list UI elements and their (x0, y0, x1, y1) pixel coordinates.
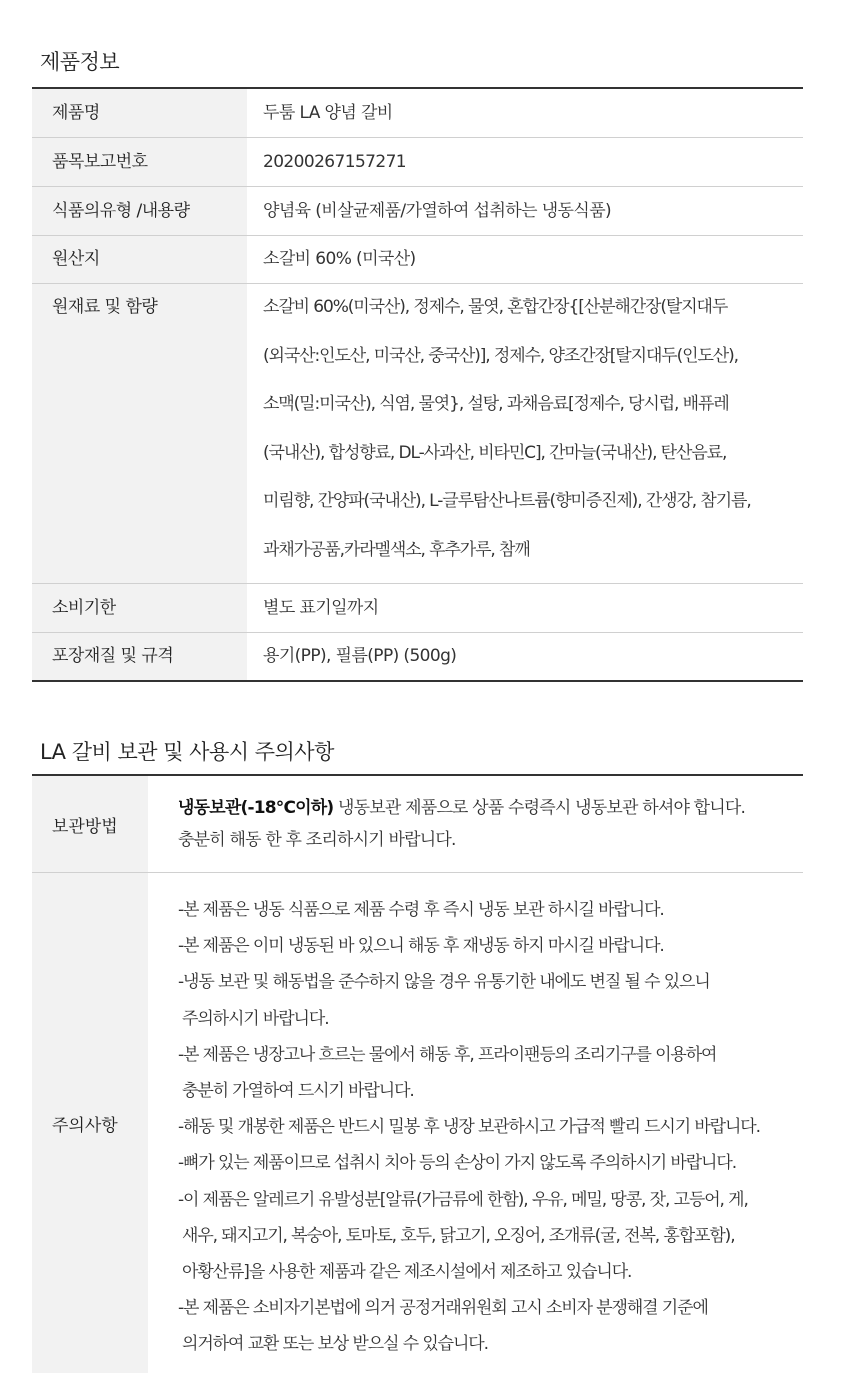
caution-line: -해동 및 개봉한 제품은 반드시 밀봉 후 냉장 보관하시고 가급적 빨리 드시기 바랍니다. (178, 1117, 760, 1138)
table-row (32, 236, 803, 284)
caution-line: 의거하여 교환 또는 보상 받으실 수 있습니다. (182, 1334, 488, 1355)
row-label: 소비기한 (32, 584, 247, 632)
storage-text: 냉동보관 제품으로 상품 수령즉시 냉동보관 하셔야 합니다. (333, 798, 746, 818)
caution-line: -이 제품은 알레르기 유발성분[알류(가금류에 한함), 우유, 메밀, 땅콩, 잣, 고등어, 게, (178, 1189, 748, 1210)
caution-line: -본 제품은 냉동 식품으로 제품 수령 후 즉시 냉동 보관 하시길 바랍니다. (178, 900, 664, 920)
storage-label: 보관방법 (32, 776, 148, 872)
caution-line: 아황산류]을 사용한 제품과 같은 제조시설에서 제조하고 있습니다. (182, 1261, 632, 1282)
table-row (32, 873, 803, 1373)
row-label: 식품의유형 /내용량 (32, 187, 247, 235)
caution-line: 충분히 가열하여 드시기 바랍니다. (182, 1080, 414, 1101)
caution-line: -본 제품은 냉장고나 흐르는 물에서 해동 후, 프라이팬등의 조리기구를 이용하여 (178, 1044, 717, 1065)
row-value: 용기(PP), 필름(PP) (500g) (263, 646, 457, 666)
row-value: 20200267157271 (263, 152, 407, 172)
ingredient-line: 미림향, 간양파(국내산), L-글루탐산나트륨(향미증진제), 간생강, 참기름, (263, 491, 751, 511)
ingredient-line: (국내산), 합성향료, DL-사과산, 비타민C], 간마늘(국내산), 탄산음료, (263, 442, 727, 463)
row-value: 양념육 (비살균제품/가열하여 섭취하는 냉동식품) (263, 201, 612, 221)
table-row (32, 776, 803, 873)
table-row (32, 284, 803, 584)
row-label: 원재료 및 함량 (32, 284, 247, 583)
care-title: LA 갈비 보관 및 사용시 주의사항 (40, 740, 334, 764)
storage-bold-text: 냉동보관(-18°C이하) (178, 798, 334, 818)
table-row (32, 584, 803, 633)
table-row (32, 187, 803, 236)
care-table (32, 774, 803, 1373)
row-value: 별도 표기일까지 (263, 598, 379, 618)
caution-line: -뼈가 있는 제품이므로 섭취시 치아 등의 손상이 가지 않도록 주의하시기 바랍니다. (178, 1153, 737, 1174)
row-label: 포장재질 및 규격 (32, 633, 247, 680)
row-label: 원산지 (32, 236, 247, 283)
ingredients-value (247, 284, 803, 583)
ingredient-line: 과채가공품,카라멜색소, 후추가루, 참깨 (263, 539, 530, 560)
ingredient-line: 소맥(밀:미국산), 식염, 물엿}, 설탕, 과채음료[정제수, 당시럽, 배퓨레 (263, 394, 729, 414)
caution-line: 주의하시기 바랍니다. (182, 1008, 329, 1029)
row-label: 품목보고번호 (32, 138, 247, 186)
caution-line: -본 제품은 이미 냉동된 바 있으니 해동 후 재냉동 하지 마시길 바랍니다. (178, 936, 664, 957)
storage-value (148, 776, 803, 872)
storage-line: 충분히 해동 한 후 조리하시기 바랍니다. (178, 830, 456, 850)
ingredient-line: 소갈비 60%(미국산), 정제수, 물엿, 혼합간장{[산분해간장(탈지대두 (263, 297, 728, 317)
caution-list (148, 873, 803, 1373)
table-row (32, 89, 803, 138)
table-row (32, 633, 803, 682)
row-value: 두툼 LA 양념 갈비 (263, 103, 393, 123)
row-label: 제품명 (32, 89, 247, 137)
caution-line: -냉동 보관 및 해동법을 준수하지 않을 경우 유통기한 내에도 변질 될 수 있으니 (178, 972, 710, 993)
caution-label: 주의사항 (32, 873, 148, 1373)
storage-line (178, 792, 803, 824)
table-row (32, 138, 803, 187)
caution-line: 새우, 돼지고기, 복숭아, 토마토, 호두, 닭고기, 오징어, 조개류(굴, 전복, 홍합포함), (182, 1225, 735, 1246)
product-info-title: 제품정보 (40, 50, 120, 74)
product-info-table (32, 87, 803, 682)
caution-line: -본 제품은 소비자기본법에 의거 공정거래위원회 고시 소비자 분쟁해결 기준에 (178, 1298, 708, 1319)
ingredient-line: (외국산:인도산, 미국산, 중국산)], 정제수, 양조간장[탈지대두(인도산), (263, 345, 738, 366)
row-value: 소갈비 60% (미국산) (263, 249, 416, 269)
